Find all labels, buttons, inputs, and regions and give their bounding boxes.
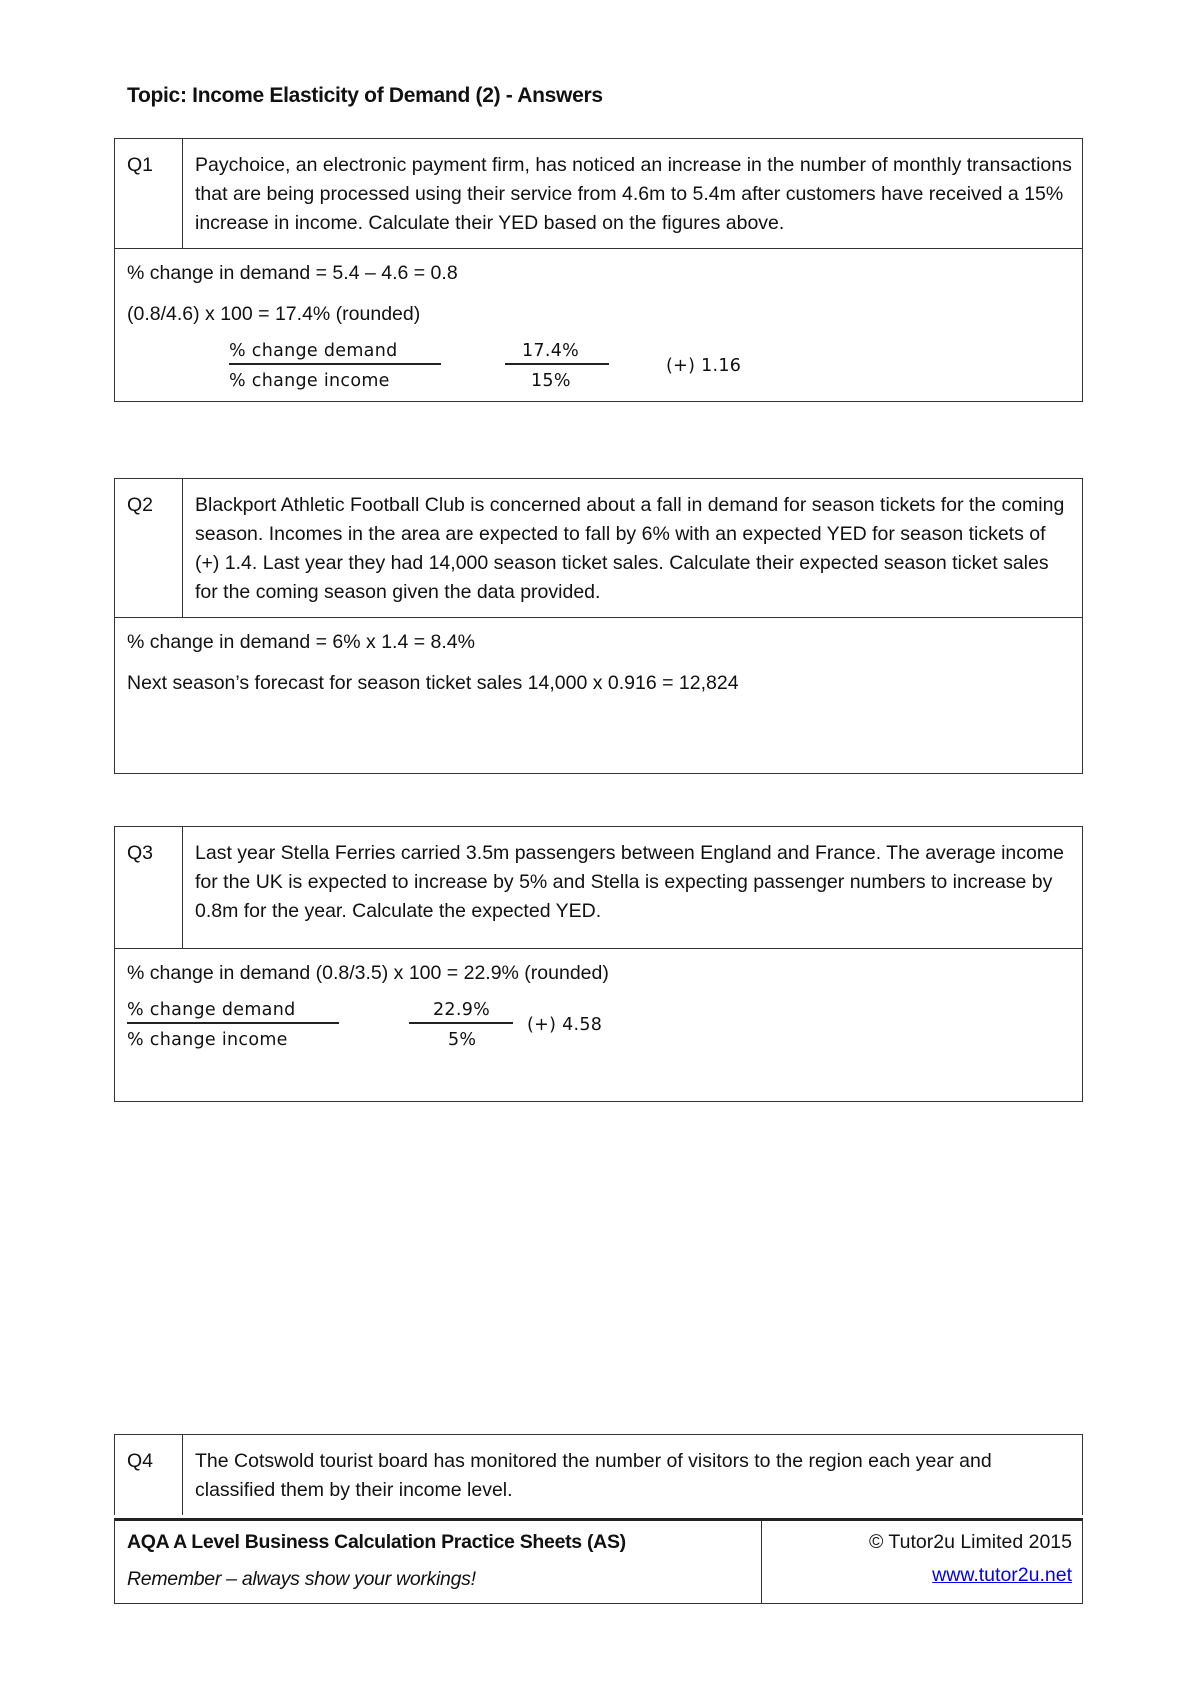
fraction-result: (+) 1.16 (666, 356, 742, 376)
question-number: Q4 (115, 1435, 183, 1515)
yed-fraction (127, 341, 1070, 389)
fraction-denominator-label: % change income (229, 371, 390, 391)
page-title: Topic: Income Elasticity of Demand (2) - Answers (127, 84, 603, 107)
question-3-table (114, 826, 1083, 1102)
fraction-denominator-value: 15% (531, 371, 571, 391)
footer-left (115, 1521, 762, 1603)
question-number: Q3 (115, 827, 183, 948)
answer-2 (115, 618, 1082, 773)
question-text: The Cotswold tourist board has monitored the number of visitors to the region each year and classified them by their income level. (195, 1450, 992, 1501)
footer-link[interactable]: www.tutor2u.net (932, 1564, 1072, 1586)
question-text: Paychoice, an electronic payment firm, has noticed an increase in the number of monthly transactions that are being processed using their service from 4.6m to 5.4m after customers have received a 15% increase in income. Calculate their YED based on the figures above. (195, 154, 1072, 234)
answer-line: (0.8/4.6) x 100 = 17.4% (rounded) (127, 303, 421, 325)
footer-copyright: © Tutor2u Limited 2015 (869, 1531, 1072, 1553)
question-4-table (114, 1434, 1083, 1515)
answer-line: Next season’s forecast for season ticket sales 14,000 x 0.916 = 12,824 (127, 672, 739, 694)
fraction-numerator-value: 22.9% (433, 1000, 491, 1020)
question-2-row (115, 479, 1082, 618)
fraction-bar (409, 1022, 513, 1024)
answer-3 (115, 949, 1082, 1101)
fraction-denominator-label: % change income (127, 1030, 288, 1050)
question-number: Q1 (115, 139, 183, 248)
question-1-table (114, 138, 1083, 402)
answer-1 (115, 249, 1082, 401)
question-3-row (115, 827, 1082, 949)
fraction-numerator-label: % change demand (127, 1000, 296, 1020)
fraction-result: (+) 4.58 (527, 1015, 603, 1035)
question-text: Blackport Athletic Football Club is concerned about a fall in demand for season tickets for the coming season. Incomes in the area are expected to fall by 6% with an expected YED for season tickets of (+) 1.4. Last year they had 14,000 season ticket sales. Calculate their expected season ticket sales for the coming season given the data provided. (195, 494, 1065, 603)
fraction-denominator-value: 5% (448, 1030, 477, 1050)
page-footer (114, 1518, 1083, 1604)
footer-title: AQA A Level Business Calculation Practice Sheets (AS) (127, 1531, 626, 1553)
question-2-table (114, 478, 1083, 774)
question-text: Last year Stella Ferries carried 3.5m passengers between England and France. The average income for the UK is expected to increase by 5% and Stella is expecting passenger numbers to increase by 0.8m for the year. Calculate the expected YED. (195, 842, 1064, 922)
fraction-bar (229, 363, 441, 365)
footer-right (762, 1521, 1082, 1603)
question-4-row (115, 1435, 1082, 1515)
fraction-numerator-value: 17.4% (522, 341, 580, 361)
answer-line: % change in demand = 6% x 1.4 = 8.4% (127, 631, 475, 653)
footer-tagline: Remember – always show your workings! (127, 1568, 476, 1590)
fraction-bar (127, 1022, 339, 1024)
answer-line: % change in demand = 5.4 – 4.6 = 0.8 (127, 262, 458, 284)
fraction-bar (505, 363, 609, 365)
yed-fraction (127, 1000, 1070, 1060)
question-1-row (115, 139, 1082, 249)
question-number: Q2 (115, 479, 183, 617)
answer-line: % change in demand (0.8/3.5) x 100 = 22.9% (rounded) (127, 962, 609, 984)
fraction-numerator-label: % change demand (229, 341, 398, 361)
